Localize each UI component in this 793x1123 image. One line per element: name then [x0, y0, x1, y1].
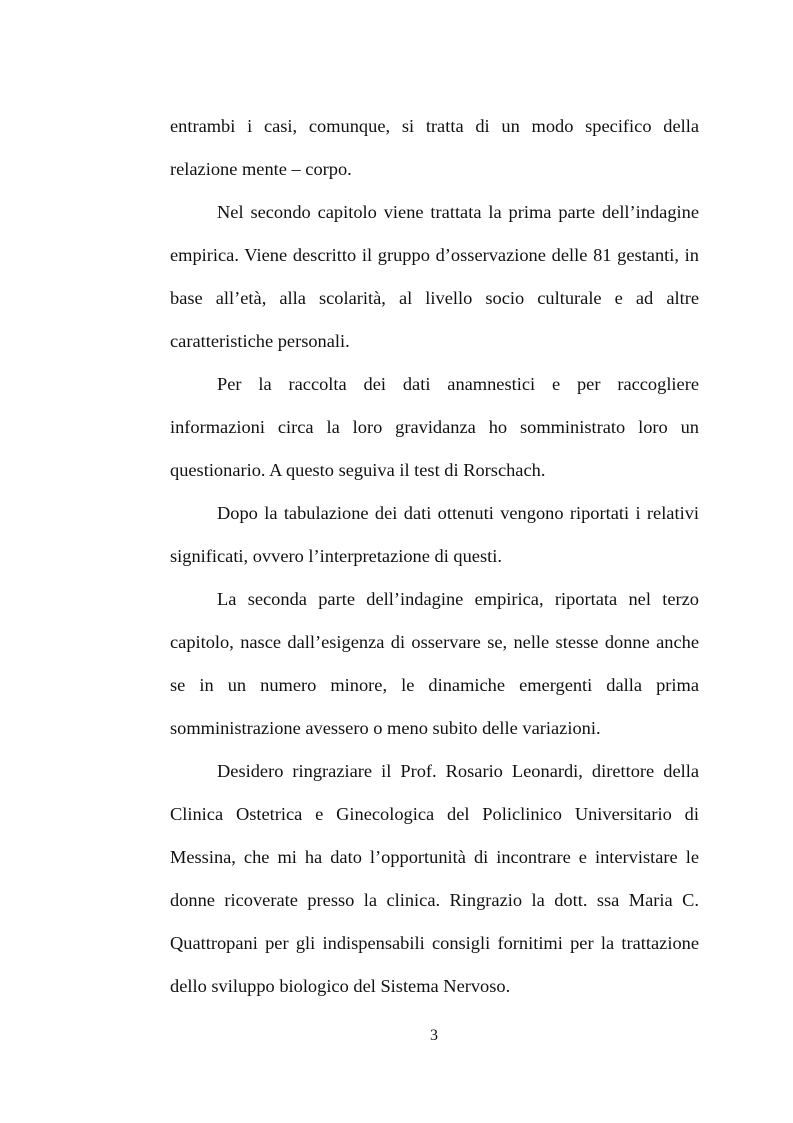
paragraph-data-collection: Per la raccolta dei dati anamnestici e per raccogliere informazioni circa la loro gravidanza ho somministrato loro un questionario. A questo seguiva il test di Rorschach.: [170, 374, 699, 480]
paragraph-acknowledgements: Desidero ringraziare il Prof. Rosario Leonardi, direttore della Clinica Ostetrica e Ginecologica del Policlinico Universitario di Messina, che mi ha dato l’opportunità di incontrare e intervistare le donne ricoverate presso la clinica. Ringrazio la dott. ssa Maria C. Quattropani per gli indispensabili consigli fornitimi per la trattazione dello sviluppo biologico del Sistema Nervoso.: [170, 761, 699, 996]
body-text: [170, 105, 699, 1008]
paragraph-tabulation: Dopo la tabulazione dei dati ottenuti vengono riportati i relativi significati, ovvero l’interpretazione di questi.: [170, 503, 699, 566]
paragraph-second-chapter: Nel secondo capitolo viene trattata la prima parte dell’indagine empirica. Viene descritto il gruppo d’osservazione delle 81 gestanti, in base all’età, alla scolarità, al livello socio culturale e ad altre caratteristiche personali.: [170, 202, 699, 351]
paragraph-third-chapter: La seconda parte dell’indagine empirica, riportata nel terzo capitolo, nasce dall’esigenza di osservare se, nelle stesse donne anche se in un numero minore, le dinamiche emergenti dalla prima somministrazione avessero o meno subito delle variazioni.: [170, 589, 699, 738]
paragraph-continuation: entrambi i casi, comunque, si tratta di un modo specifico della relazione mente – corpo.: [170, 116, 699, 179]
page-number: 3: [430, 1027, 438, 1044]
